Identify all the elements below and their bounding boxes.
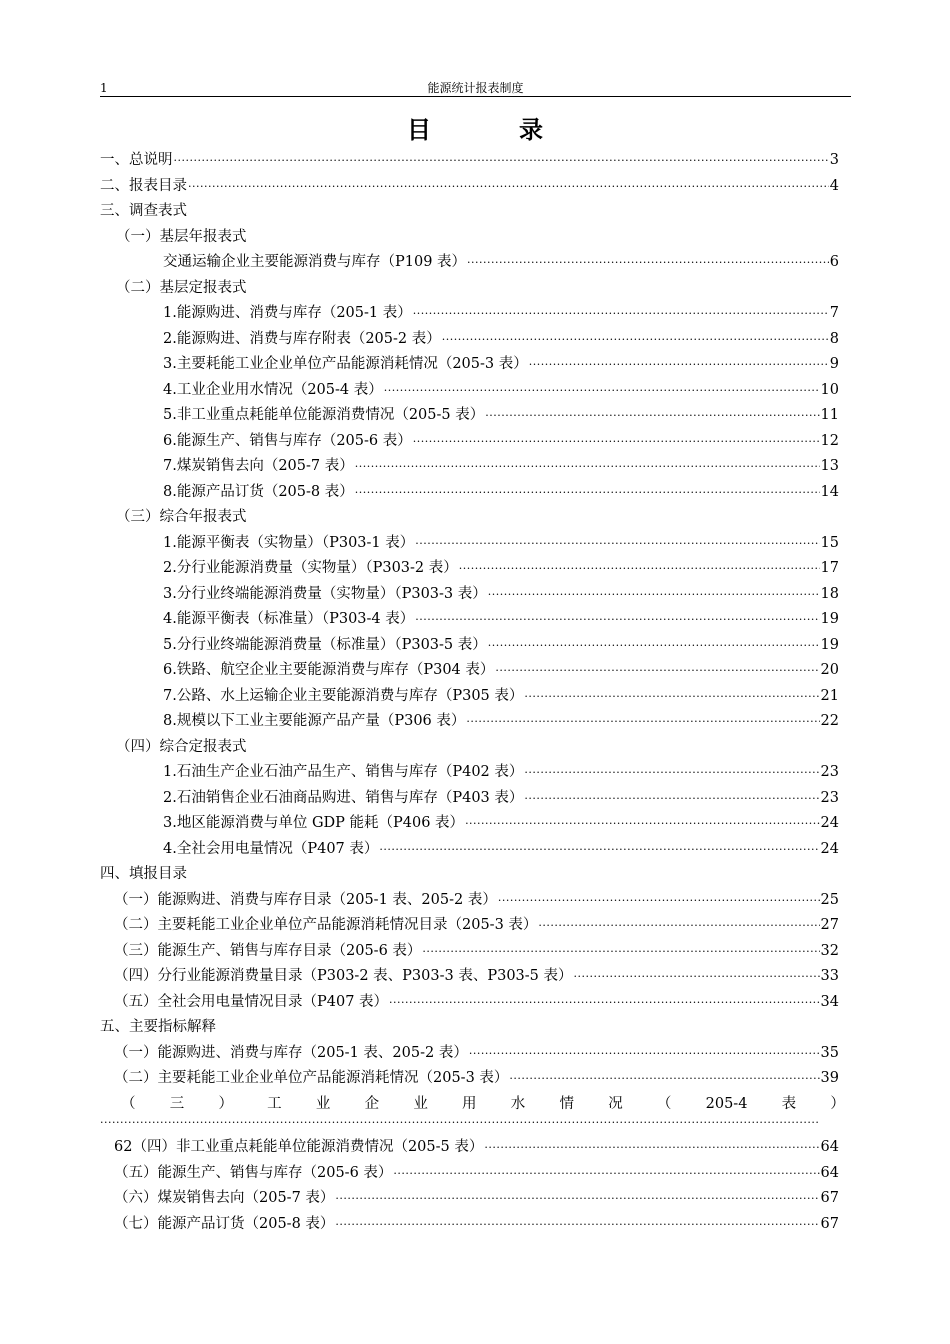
toc-entry-page: 11 — [820, 407, 839, 423]
toc-entry[interactable] — [100, 760, 839, 786]
toc-entry-label: （七）能源产品订货（205-8 表） — [114, 1215, 335, 1232]
toc-entry[interactable] — [100, 250, 839, 276]
leader-dots — [393, 1161, 819, 1187]
toc-entry-label: （四）分行业能源消费量目录（P303-2 表、P303-3 表、P303-5 表） — [114, 968, 573, 984]
toc-entry-page: 27 — [820, 917, 839, 933]
toc-entry-page: 33 — [820, 968, 839, 984]
toc-entry-page: 64 — [820, 1164, 839, 1181]
justified-char: 水 — [510, 1095, 526, 1112]
toc-entry-label: （六）煤炭销售去向（205-7 表） — [114, 1190, 335, 1206]
leader-dots — [415, 607, 819, 633]
toc-entry-page: 67 — [820, 1190, 839, 1206]
justified-char: ） — [218, 1095, 233, 1112]
toc-entry-page: 23 — [820, 764, 839, 780]
toc-entry[interactable] — [100, 1041, 839, 1067]
toc-subsection-heading — [100, 276, 839, 302]
toc-entry[interactable] — [100, 964, 839, 990]
justified-char: 情 — [559, 1095, 574, 1112]
toc-entry[interactable] — [100, 786, 839, 812]
toc-section-heading — [100, 199, 839, 225]
toc-entry-page: 34 — [820, 993, 839, 1010]
toc-entry-label: 4.能源平衡表（标准量）（P303-4 表） — [163, 611, 415, 627]
leader-dots — [466, 709, 819, 735]
toc-entry-page: 7 — [829, 305, 839, 321]
toc-entry-label: 7.公路、水上运输企业主要能源消费与库存（P305 表） — [163, 687, 524, 704]
toc-entry-page: 19 — [820, 611, 839, 627]
toc-entry-label: 3.地区能源消费与单位 GDP 能耗（P406 表） — [163, 815, 465, 831]
toc-entry-page: 6 — [829, 254, 839, 270]
toc-entry-label: 1.能源购进、消费与库存（205-1 表） — [163, 305, 412, 321]
header-title: 能源统计报表制度 — [427, 81, 524, 95]
justified-char: 业 — [315, 1095, 331, 1112]
toc-entry[interactable] — [100, 658, 839, 684]
toc-entry[interactable] — [100, 607, 839, 633]
toc-entry-label: 6.铁路、航空企业主要能源消费与库存（P304 表） — [163, 662, 495, 678]
leader-dots — [389, 990, 820, 1016]
toc-entry-page: 20 — [820, 662, 839, 678]
toc-entry-page: 64 — [820, 1139, 839, 1155]
toc-entry-page: 24 — [820, 840, 839, 857]
toc-entry[interactable] — [100, 684, 839, 710]
toc-entry-label: 6.能源生产、销售与库存（205-6 表） — [163, 432, 412, 449]
toc-entry-label: （二）主要耗能工业企业单位产品能源消耗情况目录（205-3 表） — [114, 917, 538, 933]
justified-label — [100, 1092, 845, 1118]
leader-dots — [498, 888, 820, 914]
leader-dots — [485, 403, 819, 429]
leader-dots — [355, 480, 820, 506]
toc-entry-label: （二）主要耗能工业企业单位产品能源消耗情况（205-3 表） — [114, 1070, 509, 1086]
toc-entry-page: 9 — [829, 356, 839, 372]
toc-heading-label: 五、主要指标解释 — [100, 1019, 216, 1035]
leader-dots — [469, 1041, 820, 1067]
toc-entry[interactable] — [100, 1161, 839, 1187]
leader-dots — [459, 556, 820, 582]
leader-dots — [524, 786, 819, 812]
leader-dots — [509, 1066, 819, 1092]
justified-char: 表 — [781, 1095, 797, 1112]
toc-section-heading — [100, 1015, 839, 1041]
toc-heading-label: 三、调查表式 — [100, 203, 187, 219]
toc-entry[interactable] — [100, 913, 839, 939]
toc-entry[interactable] — [100, 837, 839, 863]
leader-dots — [413, 429, 820, 455]
toc-entry[interactable] — [100, 301, 839, 327]
toc-entry-page: 32 — [820, 942, 839, 959]
toc-entry[interactable] — [100, 148, 839, 174]
leader-dots — [188, 174, 829, 200]
toc-entry-page: 19 — [820, 636, 839, 653]
leader-dots — [442, 327, 829, 353]
toc-section-heading — [100, 862, 839, 888]
toc-entry[interactable] — [100, 1212, 839, 1238]
toc-entry-page: 10 — [820, 381, 839, 398]
toc-entry[interactable] — [100, 633, 839, 659]
toc-entry-page: 14 — [820, 483, 839, 500]
toc-entry-label: 62（四）非工业重点耗能单位能源消费情况（205-5 表） — [114, 1139, 484, 1155]
leader-dots — [488, 633, 820, 659]
leader-dots — [413, 301, 829, 327]
toc-entry-page: 13 — [820, 458, 839, 474]
toc-heading-label: （四）综合定报表式 — [116, 738, 247, 755]
toc-entry[interactable] — [100, 811, 839, 837]
toc-entry[interactable] — [100, 1186, 839, 1212]
toc-entry-label: 1.石油生产企业石油产品生产、销售与库存（P402 表） — [163, 764, 524, 780]
toc-entry[interactable] — [100, 1135, 839, 1161]
toc-subsection-heading — [100, 225, 839, 251]
leader-dots — [415, 531, 819, 557]
justified-char: （ — [121, 1095, 136, 1112]
justified-char: 205-4 — [705, 1095, 748, 1112]
justified-char: 业 — [413, 1095, 428, 1112]
page-header — [100, 80, 851, 97]
toc-entry[interactable] — [100, 378, 839, 404]
toc-entry-page: 21 — [820, 687, 839, 704]
toc-entry-page: 4 — [829, 177, 839, 194]
justified-char: 况 — [608, 1095, 623, 1112]
toc-entry-page: 12 — [820, 432, 839, 449]
leader-dots — [335, 1212, 819, 1238]
leader-dots — [467, 250, 829, 276]
toc-entry-label: （五）能源生产、销售与库存（205-6 表） — [114, 1164, 393, 1181]
toc-entry[interactable] — [100, 709, 839, 735]
toc-entry-page: 3 — [829, 152, 839, 168]
toc-entry-label: 2.石油销售企业石油商品购进、销售与库存（P403 表） — [163, 789, 524, 806]
leader-dots — [384, 378, 820, 404]
leader-dots — [529, 352, 829, 378]
toc-entry-page: 17 — [820, 560, 839, 576]
toc-heading-label: （二）基层定报表式 — [116, 279, 247, 296]
toc-entry-label: 一、总说明 — [100, 152, 173, 168]
toc-entry-label: 5.非工业重点耗能单位能源消费情况（205-5 表） — [163, 407, 485, 423]
leader-dots — [465, 811, 819, 837]
toc-entry-page: 23 — [820, 789, 839, 806]
leader-dots — [495, 658, 819, 684]
justified-char: 三 — [169, 1095, 185, 1112]
toc-entry[interactable] — [100, 403, 839, 429]
toc-entry-label: 3.主要耗能工业企业单位产品能源消耗情况（205-3 表） — [163, 356, 528, 372]
justified-char: 工 — [267, 1095, 282, 1112]
justified-char: （ — [656, 1095, 672, 1112]
toc-entry-page: 67 — [820, 1215, 839, 1232]
toc-entry-label: 8.规模以下工业主要能源产品产量（P306 表） — [163, 713, 466, 729]
toc-entry-label: 8.能源产品订货（205-8 表） — [163, 483, 354, 500]
toc-entry-label: 2.分行业能源消费量（实物量）（P303-2 表） — [163, 560, 458, 576]
justified-char: ） — [830, 1095, 845, 1112]
toc-title: 目 录 — [407, 115, 575, 144]
toc-entry[interactable] — [100, 1066, 839, 1092]
leader-dots — [538, 913, 819, 939]
toc-entry-label: 1.能源平衡表（实物量）（P303-1 表） — [163, 534, 415, 551]
toc-entry-label: 交通运输企业主要能源消费与库存（P109 表） — [163, 254, 467, 270]
leader-dots — [524, 684, 819, 710]
toc-entry-justified[interactable] — [100, 1092, 845, 1118]
toc-entry-label: 5.分行业终端能源消费量（标准量）（P303-5 表） — [163, 636, 487, 653]
toc-entry-page: 18 — [820, 585, 839, 602]
table-of-contents — [100, 148, 845, 1237]
toc-entry-page: 39 — [820, 1070, 839, 1086]
toc-entry-label: 3.分行业终端能源消费量（实物量）（P303-3 表） — [163, 585, 487, 602]
leader-dots — [355, 454, 820, 480]
leader-dots — [379, 837, 819, 863]
toc-entry-label: （三）能源生产、销售与库存目录（205-6 表） — [114, 942, 422, 959]
toc-entry[interactable] — [100, 939, 839, 965]
toc-heading-label: （三）综合年报表式 — [116, 509, 247, 525]
leader-dots — [335, 1186, 819, 1212]
toc-subsection-heading — [100, 735, 839, 761]
toc-entry[interactable] — [100, 454, 839, 480]
toc-entry-label: （五）全社会用电量情况目录（P407 表） — [114, 993, 389, 1010]
leader-dots — [174, 148, 829, 174]
toc-entry-label: 4.工业企业用水情况（205-4 表） — [163, 381, 383, 398]
toc-entry-label: （一）能源购进、消费与库存（205-1 表、205-2 表） — [114, 1044, 468, 1061]
justified-char: 企 — [364, 1095, 380, 1112]
toc-entry-label: 2.能源购进、消费与库存附表（205-2 表） — [163, 330, 441, 347]
toc-entry-page: 24 — [820, 815, 839, 831]
toc-entry-label: 7.煤炭销售去向（205-7 表） — [163, 458, 354, 474]
toc-entry-page: 8 — [829, 330, 839, 347]
toc-entry[interactable] — [100, 556, 839, 582]
toc-entry[interactable] — [100, 327, 839, 353]
toc-entry[interactable] — [100, 990, 839, 1016]
toc-entry[interactable] — [100, 888, 839, 914]
toc-entry-page: 35 — [820, 1044, 839, 1061]
leader-dots-line — [100, 1117, 820, 1135]
leader-dots — [488, 582, 820, 608]
toc-entry-label: （一）能源购进、消费与库存目录（205-1 表、205-2 表） — [114, 891, 497, 908]
toc-heading-label: 四、填报目录 — [100, 866, 187, 882]
toc-entry-page: 22 — [820, 713, 839, 729]
toc-entry-page: 25 — [820, 891, 839, 908]
toc-heading-label: （一）基层年报表式 — [116, 228, 247, 245]
leader-dots — [484, 1135, 819, 1161]
toc-entry-label: 4.全社会用电量情况（P407 表） — [163, 840, 379, 857]
justified-char: 用 — [462, 1095, 477, 1112]
toc-entry[interactable] — [100, 174, 839, 200]
page-number: 1 — [100, 81, 108, 95]
toc-entry[interactable] — [100, 582, 839, 608]
toc-entry[interactable] — [100, 429, 839, 455]
toc-entry[interactable] — [100, 531, 839, 557]
toc-entry-page: 15 — [820, 534, 839, 551]
toc-entry[interactable] — [100, 480, 839, 506]
leader-dots — [574, 964, 820, 990]
toc-subsection-heading — [100, 505, 839, 531]
toc-entry[interactable] — [100, 352, 839, 378]
toc-entry-label: 二、报表目录 — [100, 177, 187, 194]
leader-dots — [524, 760, 819, 786]
leader-dots — [422, 939, 819, 965]
